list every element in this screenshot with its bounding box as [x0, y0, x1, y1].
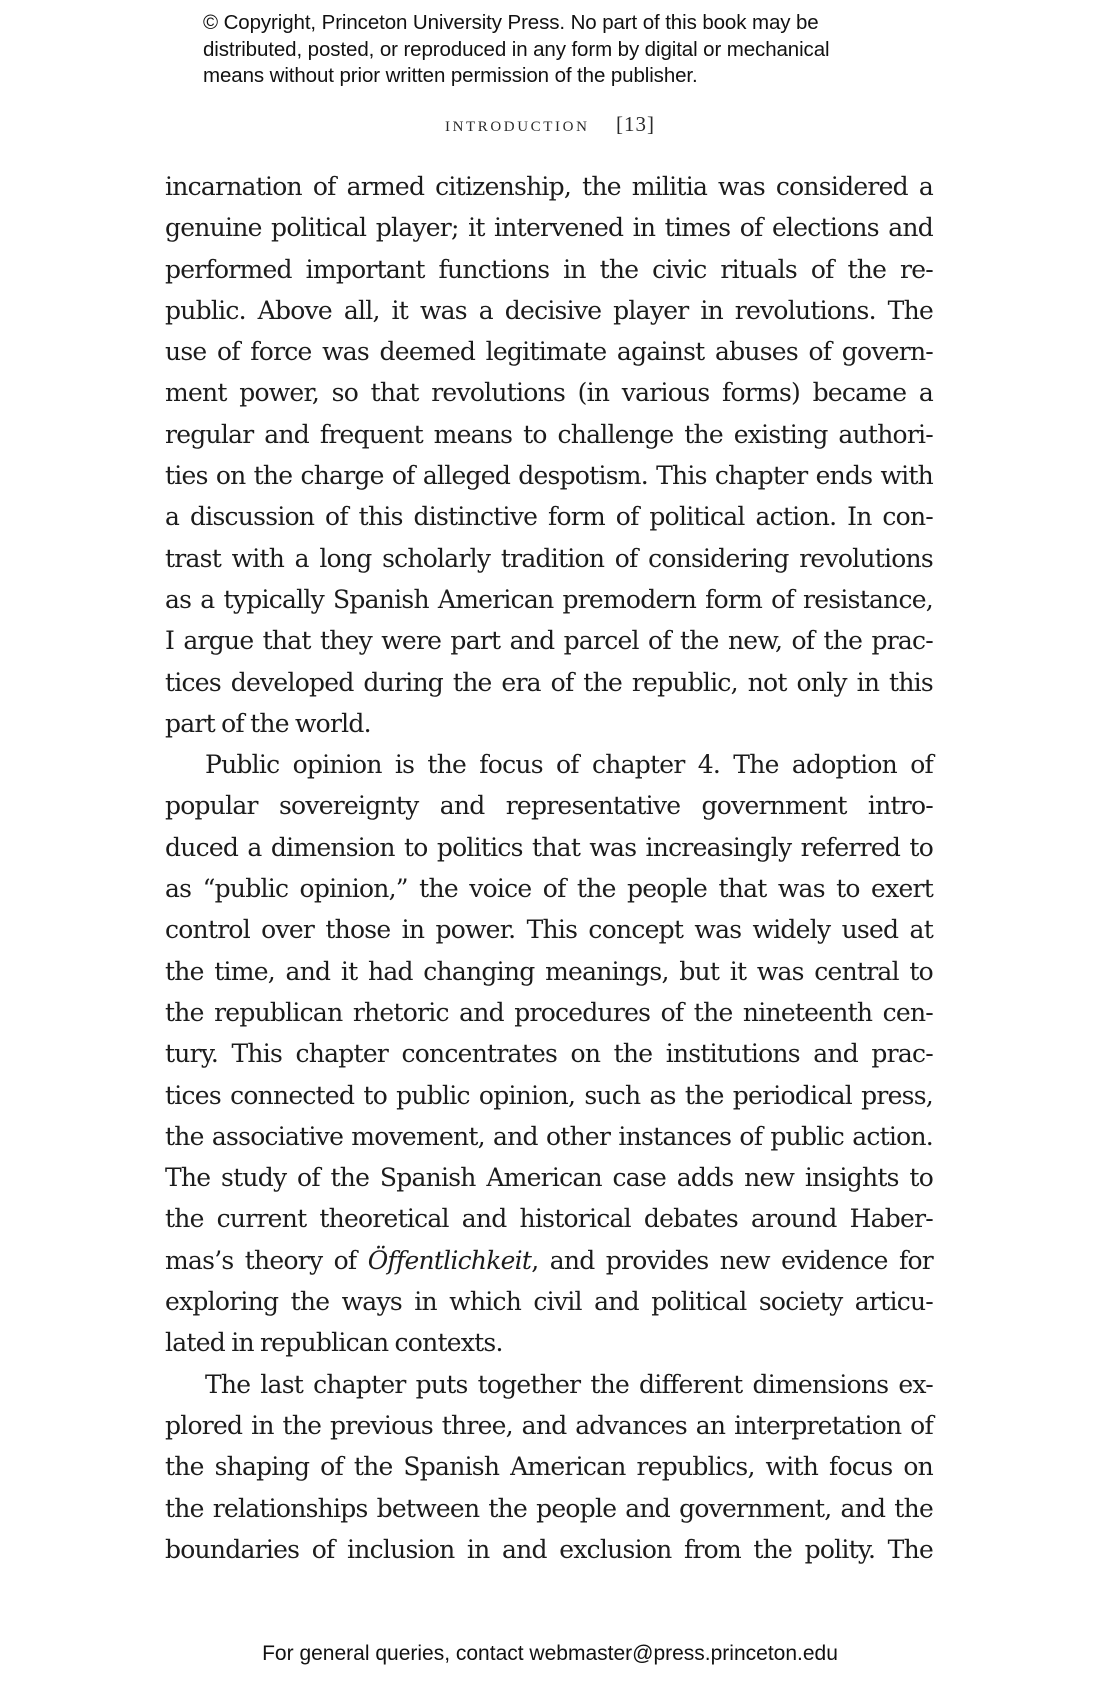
copyright-notice — [203, 10, 923, 90]
text-line: the associative movement, and other instances of public action. — [165, 1121, 933, 1151]
text-line: as “public opinion,” the voice of the people that was to exert — [165, 874, 933, 904]
text-line: The last chapter puts together the different dimensions ex- — [205, 1369, 933, 1399]
text-line: use of force was deemed legitimate against abuses of govern- — [165, 337, 933, 367]
text-line: the republican rhetoric and procedures of the nineteenth cen- — [165, 997, 933, 1027]
text-line: Public opinion is the focus of chapter 4. The adoption of — [205, 750, 933, 780]
text-line: tury. This chapter concentrates on the institutions and prac- — [165, 1039, 933, 1069]
italic-term: Öffentlichkeit — [367, 1245, 532, 1275]
footer — [0, 1642, 1100, 1666]
text-line: I argue that they were part and parcel of the new, of the prac- — [165, 626, 933, 656]
copyright-notice-line: © Copyright, Princeton University Press. No part of this book may be — [203, 11, 819, 34]
running-head — [0, 112, 1100, 137]
text-line: plored in the previous three, and advances an interpretation of — [165, 1410, 933, 1440]
text-line: genuine political player; it intervened in times of elections and — [165, 213, 933, 243]
text-line: the time, and it had changing meanings, but it was central to — [165, 956, 933, 986]
text-line: performed important functions in the civic rituals of the re- — [165, 254, 933, 284]
text-line: the shaping of the Spanish American republics, with focus on — [165, 1452, 933, 1482]
contact-email-link[interactable]: webmaster@press.princeton.edu — [529, 1642, 838, 1665]
text-line: tices connected to public opinion, such as the periodical press, — [165, 1080, 933, 1110]
text-line — [165, 1240, 933, 1281]
text-line: the relationships between the people and government, and the — [165, 1493, 933, 1523]
paragraph — [165, 1364, 933, 1570]
text-line: trast with a long scholarly tradition of considering revolutions — [165, 543, 933, 573]
text-line: a discussion of this distinctive form of political action. In con- — [165, 502, 933, 532]
text-line: tices developed during the era of the republic, not only in this — [165, 667, 933, 697]
text-run: , and provides new evidence for — [531, 1245, 933, 1275]
text-line: duced a dimension to politics that was increasingly referred to — [165, 832, 933, 862]
body-text — [165, 166, 933, 1570]
copyright-notice-line: distributed, posted, or reproduced in any form by digital or mechanical — [203, 37, 830, 61]
footer-text: For general queries, contact — [262, 1642, 530, 1665]
paragraph — [165, 166, 933, 744]
page-number: [13] — [616, 112, 656, 136]
text-run: mas’s theory of — [165, 1245, 368, 1275]
text-line: ties on the charge of alleged despotism. This chapter ends with — [165, 461, 933, 491]
text-line: the current theoretical and historical debates around Haber- — [165, 1204, 933, 1234]
text-line: control over those in power. This concept was widely used at — [165, 915, 933, 945]
text-line: lated in republican contexts. — [165, 1328, 503, 1358]
running-head-title: introduction — [444, 112, 590, 136]
text-line: The study of the Spanish American case adds new insights to — [165, 1163, 933, 1193]
text-line: ment power, so that revolutions (in various forms) became a — [165, 378, 933, 408]
copyright-notice-line: means without prior written permission of the publisher. — [203, 64, 698, 87]
paragraph — [165, 744, 933, 1363]
text-line: popular sovereignty and representative government intro- — [165, 791, 933, 821]
text-line: as a typically Spanish American premodern form of resistance, — [165, 584, 933, 614]
text-line: part of the world. — [165, 708, 371, 738]
text-line: boundaries of inclusion in and exclusion from the polity. The — [165, 1534, 933, 1564]
text-line: incarnation of armed citizenship, the militia was considered a — [165, 172, 933, 201]
text-line: regular and frequent means to challenge the existing authori- — [165, 419, 933, 449]
text-line: public. Above all, it was a decisive player in revolutions. The — [165, 295, 933, 325]
text-line: exploring the ways in which civil and political society articu- — [165, 1287, 933, 1317]
